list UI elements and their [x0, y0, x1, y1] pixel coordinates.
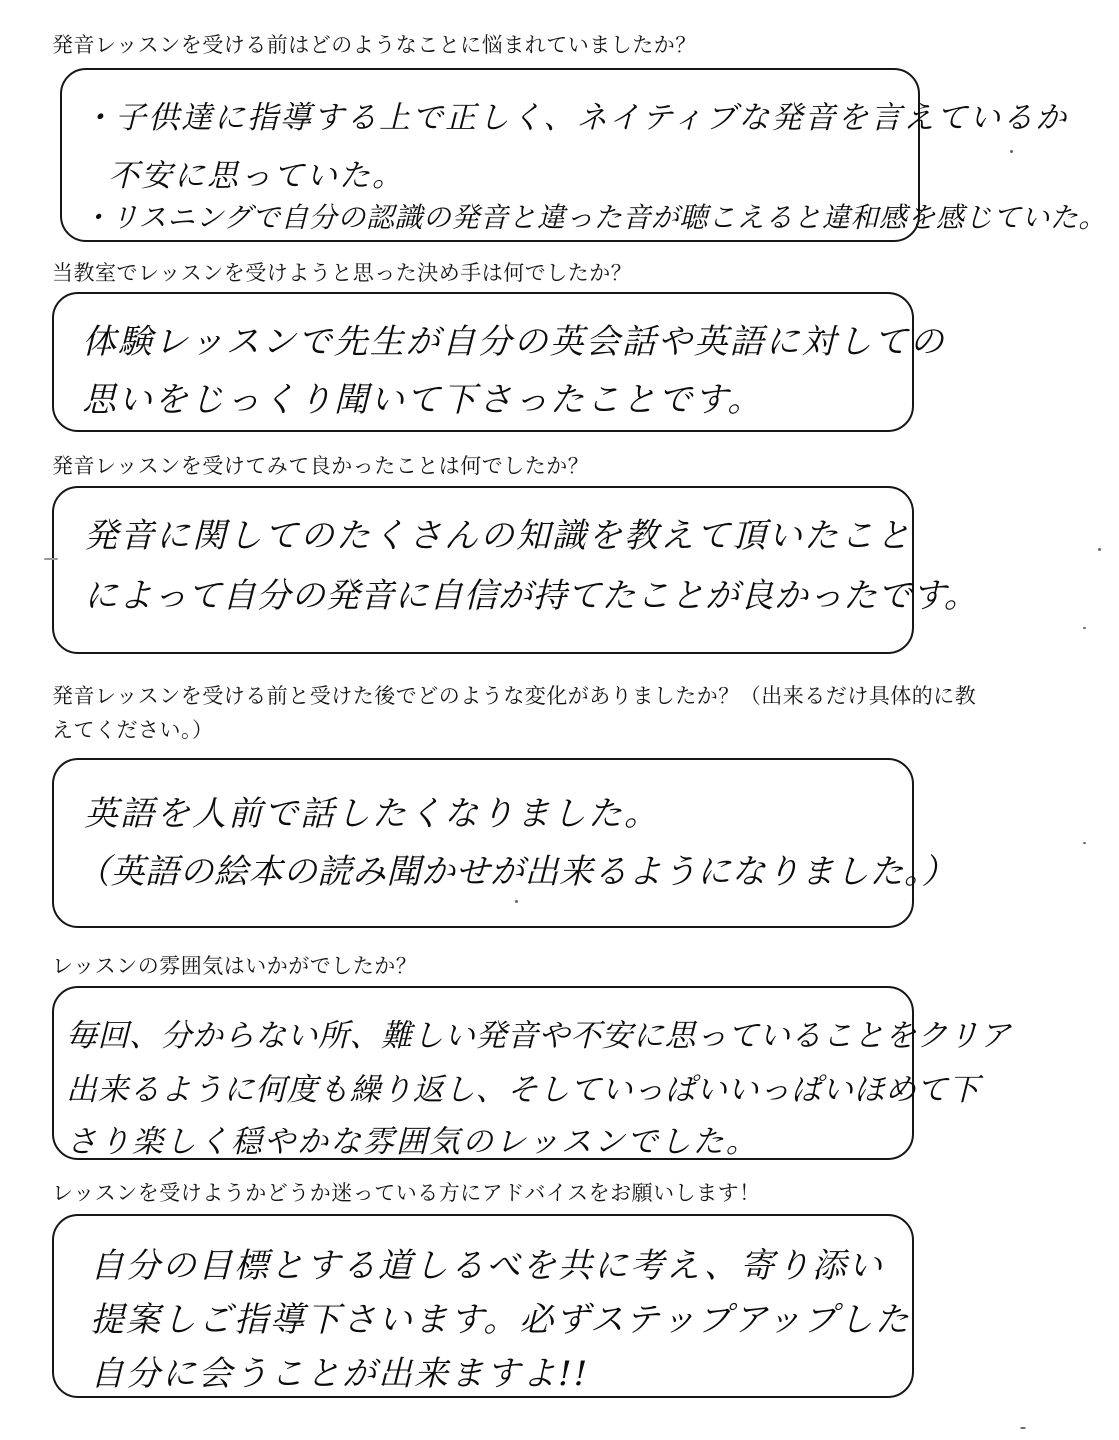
- scan-speck: [1083, 627, 1086, 629]
- answer-4-line-1: 英語を人前で話したくなりました。: [84, 794, 660, 834]
- answer-1-line-3: ・リスニングで自分の認識の発音と違った音が聴こえると違和感を感じていた。: [82, 201, 1107, 234]
- answer-6-line-2: 提案しご指導下さいます。必ずステップアップした: [90, 1300, 911, 1340]
- question-2: 当教室でレッスンを受けようと思った決め手は何でしたか？: [52, 261, 633, 285]
- scan-speck: [1010, 150, 1013, 153]
- answer-5-line-3: さり楽しく穏やかな雰囲気のレッスンでした。: [66, 1124, 759, 1160]
- answer-box-4: [52, 758, 956, 928]
- answer-box-3: [52, 486, 979, 654]
- answer-box-5: [52, 986, 1011, 1160]
- answer-3-line-2: によって自分の発音に自信が持てたことが良かったです。: [84, 576, 979, 616]
- scan-speck: [1083, 842, 1086, 844]
- answer-box-6: [52, 1214, 914, 1398]
- question-3: 発音レッスンを受けてみて良かったことは何でしたか？: [52, 454, 590, 478]
- scan-speck: [44, 558, 58, 560]
- answer-4-line-2: （英語の絵本の読み聞かせが出来るようになりました。）: [76, 852, 956, 892]
- question-4: 発音レッスンを受ける前と受けた後でどのような変化がありましたか？（出来るだけ具体的に教えてください。）: [52, 684, 977, 742]
- answer-box-1: [60, 68, 1107, 242]
- answer-2-line-1: 体験レッスンで先生が自分の英会話や英語に対しての: [82, 322, 946, 362]
- answer-5-line-1: 毎回、分からない所、難しい発音や不安に思っていることをクリア: [66, 1018, 1011, 1054]
- answer-2-line-2: 思いをじっくり聞いて下さったことです。: [82, 380, 764, 420]
- question-5: レッスンの雰囲気はいかがでしたか？: [52, 954, 418, 978]
- answer-1-line-2: 不安に思っていた。: [108, 158, 405, 194]
- question-1: 発音レッスンを受ける前はどのようなことに悩まれていましたか？: [52, 33, 697, 57]
- question-6: レッスンを受けようかどうか迷っている方にアドバイスをお願いします！: [52, 1181, 761, 1205]
- answer-1-line-1: ・子供達に指導する上で正しく、ネイティブな発音を言えているか: [82, 100, 1069, 136]
- answer-3-line-1: 発音に関してのたくさんの知識を教えて頂いたこと: [84, 516, 912, 556]
- answer-5-line-2: 出来るように何度も繰り返し、そしていっぱいいっぱいほめて下: [66, 1072, 980, 1108]
- scan-speck: [515, 900, 518, 903]
- answer-box-2: [52, 292, 946, 432]
- scan-speck: [1020, 1427, 1026, 1429]
- answer-6-line-1: 自分の目標とする道しるべを共に考え、寄り添い: [90, 1246, 885, 1286]
- answer-6-line-3: 自分に会うことが出来ますよ!!: [90, 1354, 590, 1394]
- scan-speck: [1098, 548, 1101, 551]
